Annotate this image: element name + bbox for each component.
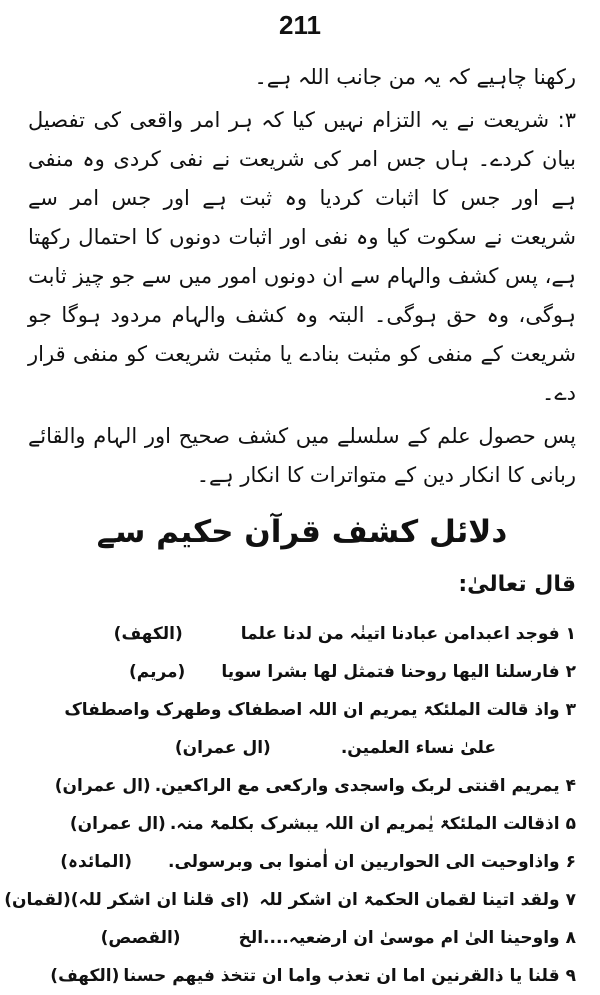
verse-5 [28, 805, 576, 843]
verse-source: (ای قلنا ان اشکر للہ)(لقمان) [4, 890, 250, 910]
verse-text: ولقد اتینا لقمان الحکمۃ ان اشکر للہ [259, 890, 560, 910]
verse-1 [28, 615, 576, 653]
verse-continuation-text: علیٰ نساء العلمین. [340, 738, 496, 758]
paragraph-3: پس حصول علم کے سلسلے میں کشف صحیح اور الہام والقائے ربانی کا انکار دین کے متواترات کا انکار ہے۔ [28, 424, 576, 487]
verse-source: (ال عمران) [69, 814, 166, 834]
verse-text: واذاوحیت الی الحواریین ان اٰمنوا بی وبرسولی. [167, 852, 560, 872]
verse-number: ۴ [565, 776, 576, 796]
section-heading: دلائل کشف قرآن حکیم سے [96, 514, 508, 550]
verse-number: ۹ [565, 966, 576, 986]
intro-text: قال تعالیٰ: [458, 572, 576, 597]
page-number: 211 [279, 10, 321, 40]
verse-text: اذقالت الملئکۃ یٰمریم ان اللہ یبشرک بکلمۃ منہ. [169, 814, 560, 834]
verse-3 [28, 691, 576, 729]
verse-6 [28, 843, 576, 881]
verse-source: (مریم) [128, 662, 186, 682]
page-content [4, 58, 576, 995]
verse-8 [28, 919, 576, 957]
verse-number: ۸ [565, 928, 576, 948]
verse-text: قلنا یا ذالقرنین اما ان تعذب واما ان تتخذ فیھم حسنا [123, 966, 560, 986]
verse-number: ۳ [565, 700, 576, 720]
verse-number: ۵ [565, 814, 576, 834]
verse-text: فارسلنا الیھا روحنا فتمثل لھا بشرا سویا [221, 662, 560, 682]
verse-text: واوحینا الیٰ ام موسیٰ ان ارضعیہ....الخ [238, 928, 560, 948]
paragraph-2: ۳: شریعت نے یہ التزام نہیں کیا کہ ہر امر واقعی کی تفصیل بیان کردے۔ ہاں جس امر کی شریعت نے نفی کردی وہ منفی ہے اور جس کا اثبات کردیا وہ ثبت ہے اور جس امر سے شریعت نے سکوت کیا وہ نفی اور اثبات دونوں کا احتمال رکھتا ہے، پس کشف والہام سے ان دونوں امور میں سے جو چیز ثابت ہوگی، وہ حق ہوگی۔ البتہ وہ کشف والہام مردود ہوگا جو شریعت کے منفی کو مثبت بنادے یا مثبت شریعت کو منفی قرار دے۔ [28, 108, 576, 405]
verse-number: ۷ [565, 890, 576, 910]
verse-3-continuation [28, 729, 576, 767]
verse-text: واذ قالت الملئکۃ یمریم ان اللہ اصطفاک وطھرک واصطفاک [64, 700, 560, 720]
paragraph-1: رکھنا چاہیے کہ یہ من جانب اللہ ہے۔ [254, 65, 576, 89]
verse-number: ۱ [565, 624, 576, 644]
verse-text: فوجد اعبدامن عبادنا اتینٰہ من لدنا علما [240, 624, 560, 644]
verse-source: (المائدہ) [60, 852, 132, 872]
verse-number: ۲ [565, 662, 576, 682]
verse-source: (القصص) [100, 928, 181, 948]
verse-source: (الکھف) [113, 624, 183, 644]
verse-source: (ال عمران) [174, 738, 271, 758]
verse-4 [28, 767, 576, 805]
verse-7 [4, 881, 576, 919]
verse-2 [28, 653, 576, 691]
verse-text: یمریم اقنتی لربک واسجدی وارکعی مع الراکعین. [154, 776, 560, 796]
verse-source: (ال عمران) [54, 776, 151, 796]
verse-9 [28, 957, 576, 995]
verse-number: ۶ [565, 852, 576, 872]
verse-source: (الکھف) [50, 966, 120, 986]
